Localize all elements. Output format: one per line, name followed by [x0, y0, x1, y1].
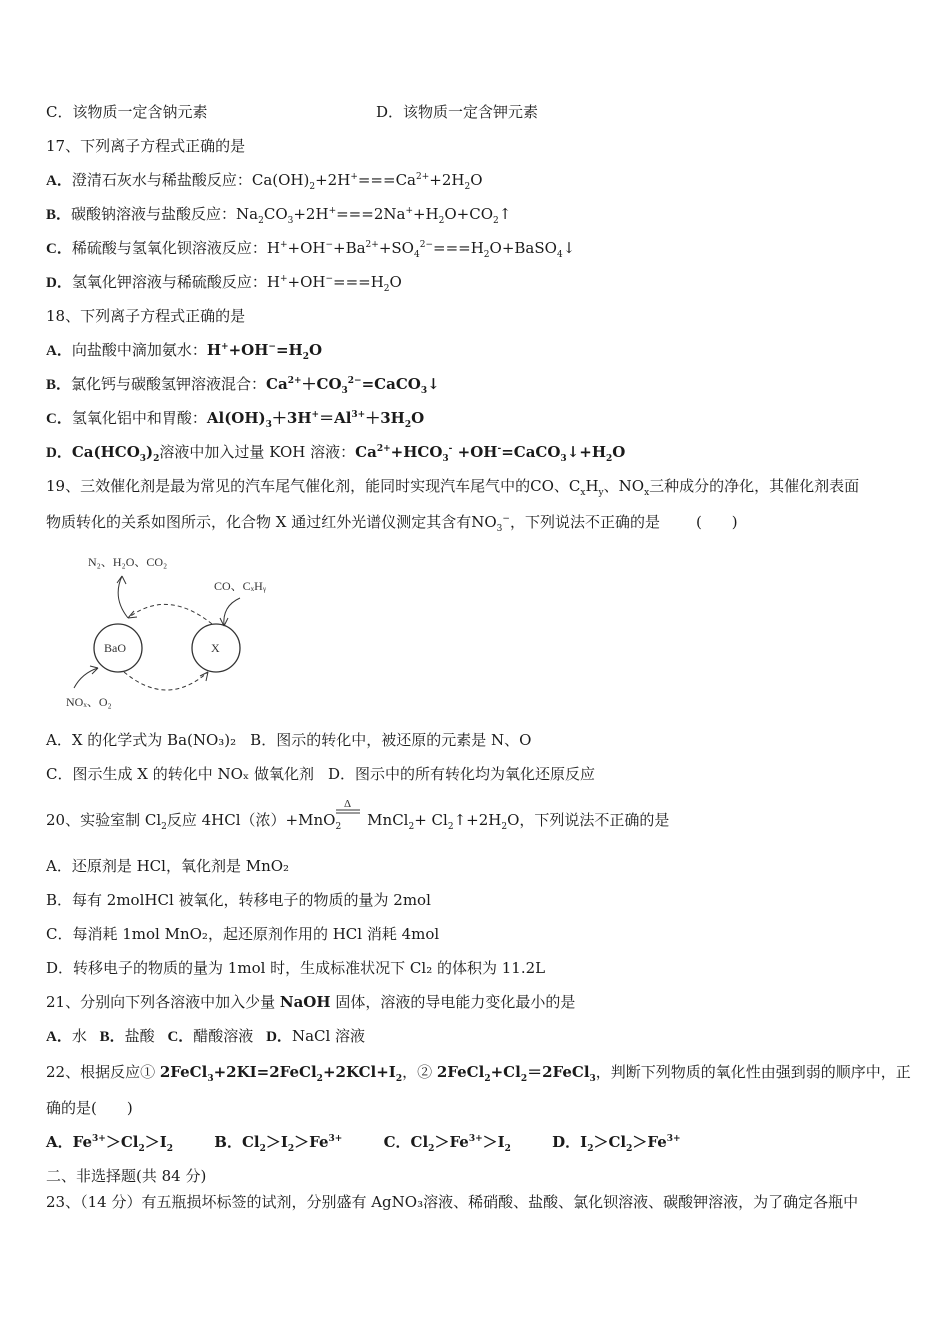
diagram-label-products: N₂、H₂O、CO₂	[88, 555, 168, 569]
section-2-heading: 二、非选择题(共 84 分)	[46, 1167, 207, 1185]
q17-stem: 17、下列离子方程式正确的是	[46, 137, 246, 155]
q18-option-d: D．$Ca(HCO_3)_2$溶液中加入过量 KOH 溶液：$Ca^{2+}+HCO_3^-$ $+OH^-=CaCO_3↓+H_2O$	[46, 443, 626, 464]
q18-option-a: A．向盐酸中滴加氨水：$H^++OH^-=H_2O$	[46, 341, 323, 362]
svg-text:Δ: Δ	[344, 798, 352, 810]
q19-stem-line2: 物质转化的关系如图所示，化合物 X 通过红外光谱仪测定其含有$NO_3^-$，下列说法不正确的是 ( )	[46, 513, 738, 534]
q19-stem-line1: 19、三效催化剂是最为常见的汽车尾气催化剂，能同时实现汽车尾气中的CO、$C_xH_y$、$NO_x$三种成分的净化，其催化剂表面	[46, 477, 860, 498]
q17-option-a: A．澄清石灰水与稀盐酸反应：$Ca(OH)_2+2H^+===Ca^{2+}+2H_2O$	[46, 171, 483, 192]
q18-stem: 18、下列离子方程式正确的是	[46, 307, 246, 325]
diagram-label-oxidants: NOₓ、O₂	[66, 695, 112, 709]
q18-option-b: B．氯化钙与碳酸氢钾溶液混合：$Ca^{2+}+CO_3^{2-}=CaCO_3↓$	[46, 375, 440, 396]
node-bao-label: BaO	[104, 641, 126, 655]
q20-option-a: A．还原剂是 HCl，氧化剂是 MnO₂	[46, 857, 290, 875]
q20-option-c: C．每消耗 1mol MnO₂，起还原剂作用的 HCl 消耗 4mol	[46, 925, 440, 943]
q20-stem: 20、实验室制 $Cl_2$反应 4HCl（浓）+MnO$_2$ MnCl$_2$+ $Cl_2↑+2H_2O$，下列说法不正确的是	[46, 811, 670, 832]
q16-option-d: D．该物质一定含钾元素	[376, 103, 539, 121]
q17-option-d: D．氢氧化钾溶液与稀硫酸反应：$H^++OH^-===H_2O$	[46, 273, 402, 294]
q18-option-c: C．氢氧化铝中和胃酸：$Al(OH)_3+3H^+=Al^{3+}+3H_2O$	[46, 409, 425, 430]
q19-options-ab: A．X 的化学式为 Ba(NO₃)₂ B．图示的转化中，被还原的元素是 N、O	[46, 731, 532, 749]
diagram-label-reductants: CO、CₓHᵧ	[214, 579, 267, 593]
q22-stem-line2: 确的是( )	[46, 1099, 133, 1117]
q22-stem: 22、根据反应① $2FeCl_3+2KI=2FeCl_2+2KCl+I_2$，② $2FeCl_2+Cl_2=2FeCl_3$，判断下列物质的氧化性由强到弱的顺序中，正	[46, 1063, 911, 1084]
q19-catalyst-diagram	[62, 548, 302, 718]
q20-option-b: B．每有 2molHCl 被氧化，转移电子的物质的量为 2mol	[46, 891, 431, 909]
q21-options: A．水 B．盐酸 C．醋酸溶液 D．NaCl 溶液	[46, 1027, 366, 1045]
q17-option-c: C．稀硫酸与氢氧化钡溶液反应：$H^++OH^-+Ba^{2+}+SO_4^{2-}===H_2O+BaSO_4↓$	[46, 239, 576, 260]
q16-option-c: C．该物质一定含钠元素	[46, 103, 208, 121]
q19-options-cd: C．图示生成 X 的转化中 NOₓ 做氧化剂 D．图示中的所有转化均为氧化还原反应	[46, 765, 596, 783]
q17-option-b: B．碳酸钠溶液与盐酸反应：$Na_2CO_3+2H^+===2Na^++H_2O+CO_2↑$	[46, 205, 512, 226]
q23-stem: 23、（14 分）有五瓶损坏标签的试剂，分别盛有 AgNO₃溶液、稀硝酸、盐酸、氯化钡溶液、碳酸钾溶液，为了确定各瓶中	[46, 1193, 859, 1211]
q21-stem: 21、分别向下列各溶液中加入少量 NaOH 固体，溶液的导电能力变化最小的是	[46, 993, 576, 1011]
q20-option-d: D．转移电子的物质的量为 1mol 时，生成标准状况下 Cl₂ 的体积为 11.2L	[46, 959, 546, 977]
node-x-label: X	[211, 641, 220, 655]
q22-options: A．$Fe^{3+}>Cl_2>I_2$ B．$Cl_2>I_2>Fe^{3+}$ C．$Cl_2>Fe^{3+}>I_2$ D．$I_2>Cl_2>Fe^{3+}$	[46, 1133, 681, 1154]
